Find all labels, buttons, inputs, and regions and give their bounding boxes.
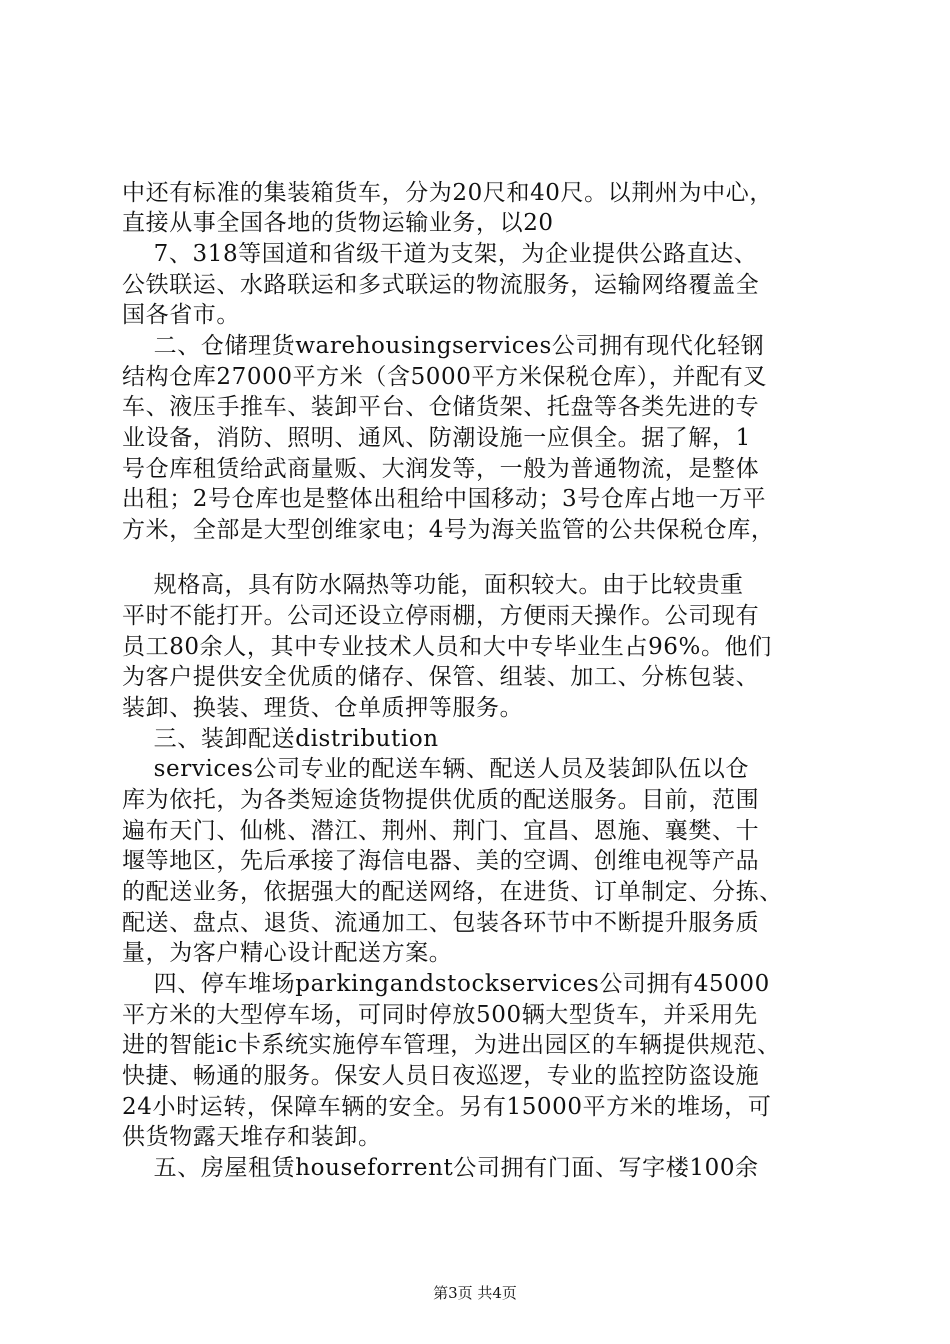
- text-line: 四、停车堆场parkingandstockservices公司拥有45000: [122, 971, 770, 997]
- text-line: 库为依托，为各类短途货物提供优质的配送服务。目前，范围: [122, 787, 760, 813]
- text-line: 7、318等国道和省级干道为支架，为企业提供公路直达、: [122, 241, 758, 267]
- text-line: 公铁联运、水路联运和多式联运的物流服务，运输网络覆盖全: [122, 272, 760, 298]
- text-line: 三、装卸配送distribution: [122, 726, 439, 752]
- text-line: 24小时运转，保障车辆的安全。另有15000平方米的堆场，可: [122, 1094, 772, 1120]
- text-line: 为客户提供安全优质的储存、保管、组装、加工、分栋包装、: [122, 664, 760, 690]
- text-line: 平方米的大型停车场，可同时停放500辆大型货车，并采用先: [122, 1002, 758, 1028]
- text-line: 遍布天门、仙桃、潜江、荆州、荆门、宜昌、恩施、襄樊、十: [122, 818, 760, 844]
- page-number-footer: 第3页 共4页: [433, 1284, 517, 1302]
- text-line: 规格高，具有防水隔热等功能，面积较大。由于比较贵重: [122, 572, 744, 598]
- text-line: 配送、盘点、退货、流通加工、包装各环节中不断提升服务质: [122, 910, 760, 936]
- text-line: 员工80余人，其中专业技术人员和大中专毕业生占96%。他们: [122, 634, 772, 660]
- text-line: 国各省市。: [122, 302, 240, 328]
- text-line: 量，为客户精心设计配送方案。: [122, 940, 453, 966]
- text-line: 五、房屋租赁houseforrent公司拥有门面、写字楼100余: [122, 1155, 759, 1181]
- text-line: 的配送业务，依据强大的配送网络，在进货、订单制定、分拣、: [122, 879, 783, 905]
- text-line: 进的智能ic卡系统实施停车管理，为进出园区的车辆提供规范、: [122, 1032, 781, 1058]
- text-line: 结构仓库27000平方米（含5000平方米保税仓库），并配有叉: [122, 364, 767, 390]
- text-line: 装卸、换装、理货、仓单质押等服务。: [122, 695, 524, 721]
- text-line: 中还有标准的集装箱货车，分为20尺和40尺。以荆州为中心，: [122, 180, 773, 206]
- text-line: 车、液压手推车、装卸平台、仓储货架、托盘等各类先进的专: [122, 394, 760, 420]
- text-line: 快捷、畅通的服务。保安人员日夜巡逻，专业的监控防盗设施: [122, 1063, 760, 1089]
- text-line: 供货物露天堆存和装卸。: [122, 1124, 382, 1150]
- text-line: 堰等地区，先后承接了海信电器、美的空调、创维电视等产品: [122, 848, 760, 874]
- text-line: 出租；2号仓库也是整体出租给中国移动；3号仓库占地一万平: [122, 486, 767, 512]
- text-line: 直接从事全国各地的货物运输业务，以20: [122, 210, 554, 236]
- text-line: 号仓库租赁给武商量贩、大润发等，一般为普通物流，是整体: [122, 456, 760, 482]
- text-line: 方米，全部是大型创维家电；4号为海关监管的公共保税仓库，: [122, 517, 775, 543]
- text-line: 业设备，消防、照明、通风、防潮设施一应俱全。据了解，1: [122, 425, 751, 451]
- text-line: services公司专业的配送车辆、配送人员及装卸队伍以仓: [122, 756, 750, 782]
- text-line: 平时不能打开。公司还设立停雨棚，方便雨天操作。公司现有: [122, 603, 760, 629]
- text-line: 二、仓储理货warehousingservices公司拥有现代化轻钢: [122, 333, 765, 359]
